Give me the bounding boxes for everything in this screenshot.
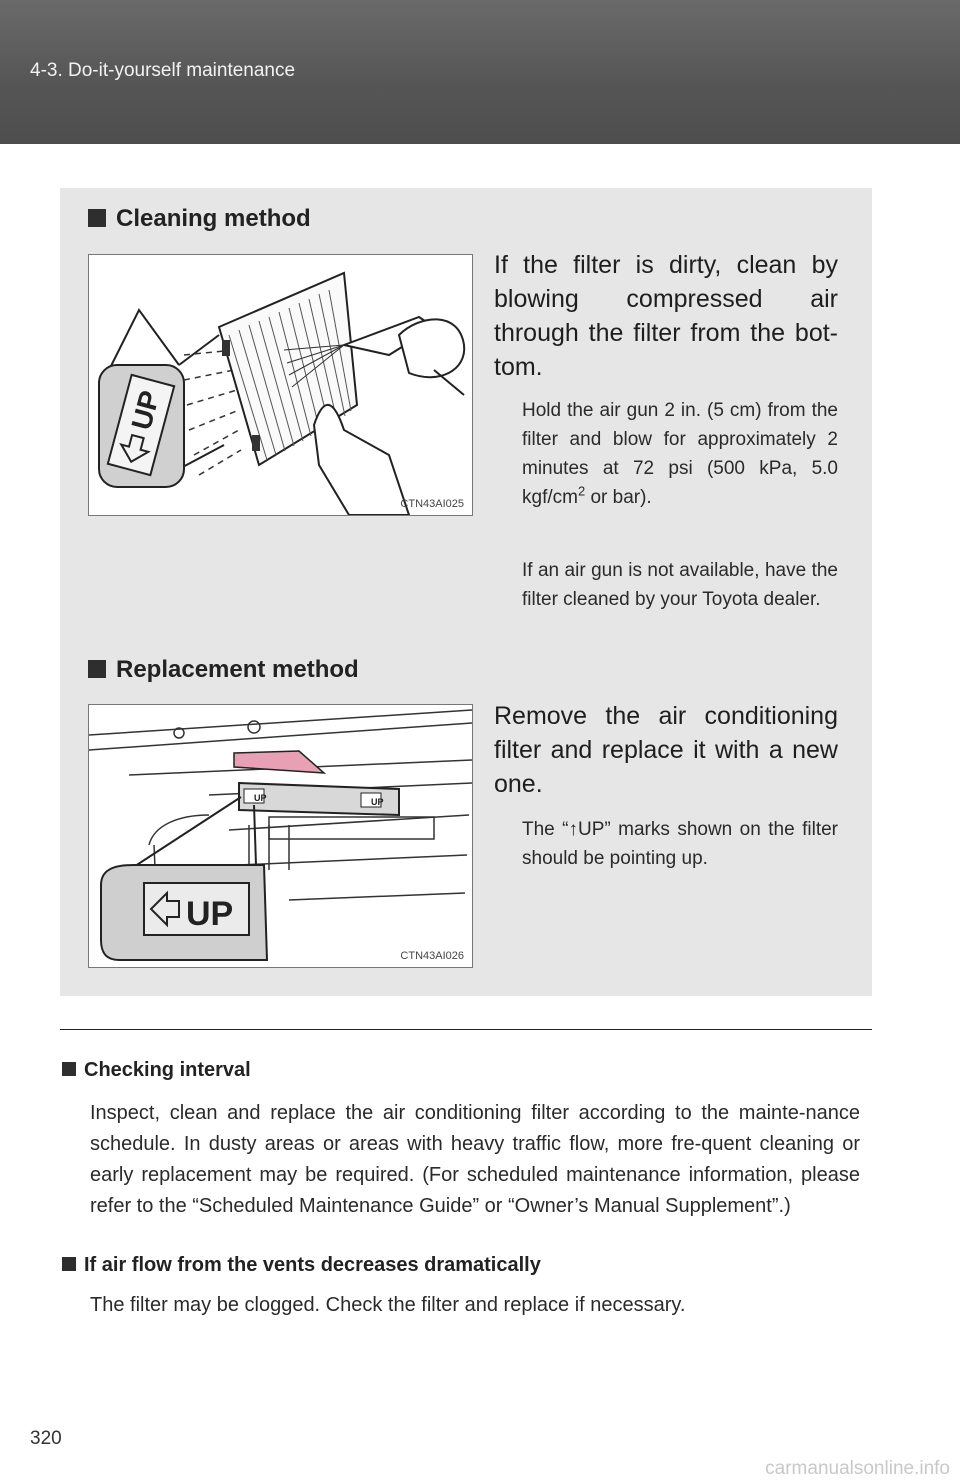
replacement-heading	[88, 656, 359, 684]
svg-text:UP: UP	[125, 387, 166, 434]
airflow-heading	[62, 1254, 541, 1277]
checking-interval-heading	[62, 1059, 251, 1082]
figure-code: CTN43AI025	[400, 498, 464, 510]
checking-interval-body: Inspect, clean and replace the air conditioning filter according to the mainte-nance schedule. In dusty areas or areas with heavy traffic flow, more fre-quent cleaning or early replacement may be required. (For scheduled maintenance information, please refer to the “Scheduled Maintenance Guide” or “Owner’s Manual Supplement”.)	[90, 1102, 860, 1217]
page-header	[0, 0, 960, 144]
replacement-lead: Remove the air conditioning filter and replace it with a new one.	[494, 702, 838, 798]
bullet-square-icon	[88, 209, 106, 227]
svg-text:UP: UP	[254, 793, 267, 803]
replacement-figure	[88, 704, 473, 968]
cleaning-figure	[88, 254, 473, 516]
cleaning-heading	[88, 205, 311, 233]
cleaning-note-airgun	[522, 396, 838, 512]
bullet-square-icon	[88, 660, 106, 678]
air-gun-filter-illustration	[89, 255, 472, 515]
bullet-square-icon	[62, 1062, 76, 1076]
watermark: carmanualsonline.info	[765, 1458, 950, 1479]
note-text-end: or bar).	[585, 487, 652, 508]
page-number: 320	[30, 1428, 62, 1449]
airflow-body: The filter may be clogged. Check the filter and replace if necessary.	[90, 1294, 686, 1316]
airflow-heading-text: If air flow from the vents decreases dramatically	[84, 1254, 541, 1276]
figure-code: CTN43AI026	[400, 950, 464, 962]
section-title: 4-3. Do-it-yourself maintenance	[30, 60, 296, 81]
note-superscript: 2	[577, 483, 586, 499]
cleaning-heading-text: Cleaning method	[116, 205, 311, 232]
checking-interval-heading-text: Checking interval	[84, 1059, 251, 1081]
cleaning-lead: If the filter is dirty, clean by blowing compressed air through the filter from the bot-tom.	[494, 251, 838, 381]
cleaning-note-dealer: If an air gun is not available, have the filter cleaned by your Toyota dealer.	[522, 560, 838, 610]
svg-text:UP: UP	[371, 797, 384, 807]
section-divider	[60, 1029, 872, 1030]
replacement-heading-text: Replacement method	[116, 656, 359, 683]
filter-replacement-illustration	[89, 705, 472, 967]
note-text: Hold the air gun 2 in. (5 cm) from the filter and blow for approximately 2 minutes at 72 psi (500 kPa, 5.0 kgf/cm	[522, 400, 838, 508]
bullet-square-icon	[62, 1257, 76, 1271]
svg-text:UP: UP	[186, 895, 234, 933]
replacement-note: The “↑UP” marks shown on the filter should be pointing up.	[522, 819, 838, 869]
